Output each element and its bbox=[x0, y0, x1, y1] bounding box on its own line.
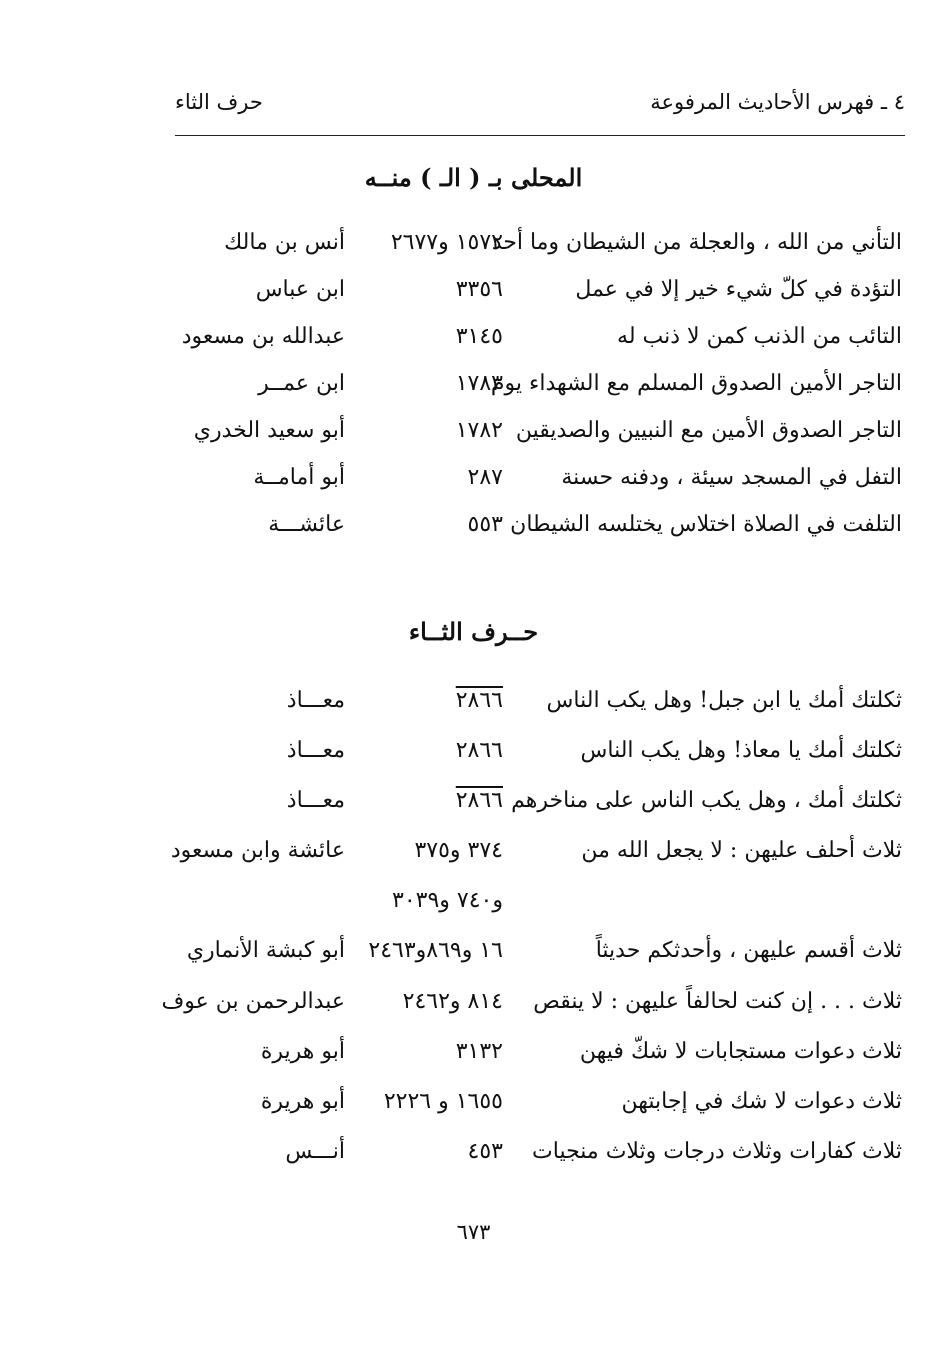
hadith-number: ٣١٤٥ bbox=[455, 324, 503, 349]
index-row bbox=[0, 838, 947, 878]
index-row bbox=[0, 938, 947, 978]
narrator: أبو هريرة bbox=[260, 1039, 345, 1064]
hadith-number: ٢٨٦٦ bbox=[455, 788, 503, 813]
hadith-text: ثكلتك أمك ، وهل يكب الناس على مناخرهم bbox=[511, 788, 902, 813]
hadith-text: ثلاث كفارات وثلاث درجات وثلاث منجيات bbox=[532, 1139, 902, 1164]
hadith-text: ثلاث أحلف عليهن : لا يجعل الله من bbox=[581, 838, 902, 863]
index-row bbox=[0, 788, 947, 828]
hadith-number: ٢٨٦٦ bbox=[455, 688, 503, 713]
hadith-text: ثكلتك أمك يا معاذ! وهل يكب الناس bbox=[580, 738, 902, 763]
narrator: عبدالله بن مسعود bbox=[181, 324, 345, 349]
index-row bbox=[0, 371, 947, 411]
hadith-text: التاجر الصدوق الأمين مع النبيين والصديقين bbox=[515, 418, 902, 443]
narrator: أنـــس bbox=[285, 1139, 345, 1164]
header-rule bbox=[175, 135, 905, 136]
narrator: أبو سعيد الخدري bbox=[193, 418, 345, 443]
hadith-number: ١٦ و٨٦٩و٢٤٦٣ bbox=[368, 938, 503, 963]
hadith-number: ٨١٤ و٢٤٦٢ bbox=[402, 989, 503, 1014]
hadith-number: ٣٧٤ و٣٧٥ bbox=[414, 838, 503, 863]
hadith-number: ١٧٨٢ bbox=[455, 418, 503, 443]
hadith-number: ٥٥٣ bbox=[467, 512, 503, 537]
running-head-section: حرف الثاء bbox=[175, 90, 263, 114]
hadith-text: التؤدة في كلّ شيء خير إلا في عمل bbox=[575, 277, 902, 302]
hadith-number: ١٦٥٥ و ٢٢٢٦ bbox=[383, 1089, 503, 1114]
index-row bbox=[0, 465, 947, 505]
narrator: عبدالرحمن بن عوف bbox=[161, 989, 345, 1014]
hadith-text: التائب من الذنب كمن لا ذنب له bbox=[617, 324, 902, 349]
hadith-text: ثلاث دعوات مستجابات لا شكّ فيهن bbox=[579, 1039, 902, 1064]
section-1-title: المحلى بـ ( الـ ) منــه bbox=[364, 163, 583, 192]
narrator: عائشـــة bbox=[268, 512, 345, 537]
hadith-text: التأني من الله ، والعجلة من الشيطان وما أحد bbox=[491, 230, 902, 255]
index-row bbox=[0, 1039, 947, 1079]
narrator: ابن عباس bbox=[255, 277, 345, 302]
narrator: ابن عمــر bbox=[258, 371, 345, 396]
page-number: ٦٧٣ bbox=[456, 1220, 491, 1244]
index-row bbox=[0, 688, 947, 728]
narrator: أبو هريرة bbox=[260, 1089, 345, 1114]
index-row bbox=[0, 1089, 947, 1129]
hadith-number: ٢٨٧ bbox=[467, 465, 503, 490]
section-2-title: حــرف الثــاء bbox=[408, 617, 539, 646]
hadith-number: ٤٥٣ bbox=[467, 1139, 503, 1164]
running-head-title: ٤ ـ فهرس الأحاديث المرفوعة bbox=[650, 90, 905, 114]
index-row bbox=[0, 888, 947, 928]
hadith-number: ١٧٨٣ bbox=[455, 371, 503, 396]
index-row bbox=[0, 277, 947, 317]
narrator: معـــاذ bbox=[286, 788, 345, 813]
narrator: عائشة وابن مسعود bbox=[170, 838, 345, 863]
index-row bbox=[0, 418, 947, 458]
hadith-text: ثلاث . . . إن كنت لحالفاً عليهن : لا ينقص bbox=[533, 989, 902, 1014]
hadith-text: التفل في المسجد سيئة ، ودفنه حسنة bbox=[561, 465, 902, 490]
running-head bbox=[175, 90, 905, 130]
hadith-text: ثكلتك أمك يا ابن جبل! وهل يكب الناس bbox=[546, 688, 902, 713]
hadith-number: ٣١٣٢ bbox=[455, 1039, 503, 1064]
index-row bbox=[0, 738, 947, 778]
hadith-text: التلفت في الصلاة اختلاس يختلسه الشيطان bbox=[510, 512, 902, 537]
hadith-text: ثلاث دعوات لا شك في إجابتهن bbox=[621, 1089, 902, 1114]
narrator: أبو كبشة الأنماري bbox=[186, 938, 345, 963]
narrator: معـــاذ bbox=[286, 738, 345, 763]
index-row bbox=[0, 324, 947, 364]
narrator: معـــاذ bbox=[286, 688, 345, 713]
hadith-number: ٢٨٦٦ bbox=[455, 738, 503, 763]
index-row bbox=[0, 1139, 947, 1179]
hadith-text: ثلاث أقسم عليهن ، وأحدثكم حديثاً bbox=[595, 938, 902, 963]
index-row bbox=[0, 512, 947, 552]
hadith-number: ٣٣٥٦ bbox=[455, 277, 503, 302]
hadith-text: التاجر الأمين الصدوق المسلم مع الشهداء يوم bbox=[490, 371, 902, 396]
hadith-number: ١٥٧٢ و٢٦٧٧ bbox=[390, 230, 503, 255]
narrator: أنس بن مالك bbox=[224, 230, 345, 255]
hadith-number: و٧٤٠ و٣٠٣٩ bbox=[392, 888, 503, 913]
index-row bbox=[0, 230, 947, 270]
narrator: أبو أمامــة bbox=[253, 465, 345, 490]
index-row bbox=[0, 989, 947, 1029]
